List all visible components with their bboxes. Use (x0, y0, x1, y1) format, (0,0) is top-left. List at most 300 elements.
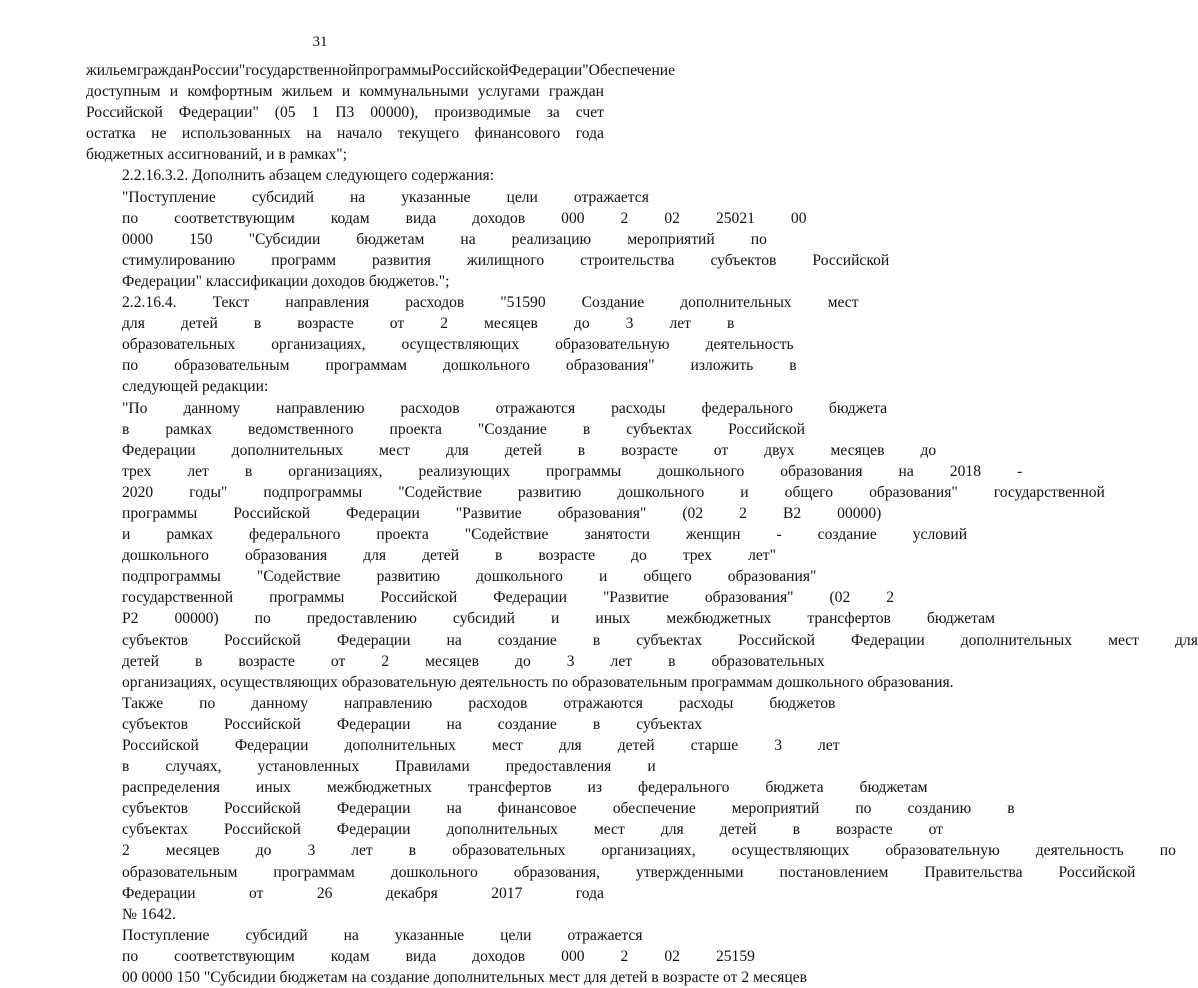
word: по (199, 694, 216, 712)
word: развитию (517, 483, 582, 501)
text-line (86, 503, 882, 524)
word: 2 (620, 947, 629, 965)
word: Российской (431, 62, 509, 79)
word: бюджета (765, 779, 824, 797)
word: рамках (165, 420, 213, 438)
word: 2 (739, 504, 747, 522)
text-line: следующей редакции: (122, 378, 269, 396)
word: в (122, 758, 130, 776)
word: организациях, (288, 462, 383, 480)
word: 2018 (949, 462, 981, 480)
word: Российской (1058, 863, 1136, 881)
word: программы (269, 589, 345, 607)
word: создание (817, 526, 877, 544)
word: федерального (249, 526, 341, 544)
text-line (86, 883, 604, 904)
text-line (86, 693, 836, 714)
word: в (408, 842, 417, 860)
word: 00 (790, 209, 807, 227)
word: в (495, 547, 503, 565)
word: трех (682, 547, 713, 565)
word: вида (405, 209, 437, 227)
word: граждан (548, 83, 604, 101)
word: рамках (166, 526, 214, 544)
word: государственной (122, 589, 234, 607)
word: образовательную (555, 336, 670, 354)
text-line (86, 440, 937, 461)
text-line: бюджетных ассигнований, и в рамках"; (86, 146, 347, 164)
word: для (660, 821, 684, 839)
word: 02 (664, 947, 680, 965)
word: дошкольного (390, 863, 478, 881)
word: Поступление (122, 926, 210, 944)
text-line (86, 60, 676, 81)
word: Российской (812, 251, 890, 269)
word: распределения (122, 779, 220, 797)
word: постановлением (779, 863, 889, 881)
word: граждан (136, 62, 192, 79)
word: отражаются (563, 694, 643, 712)
word: случаях, (165, 758, 222, 776)
word: Федерации (493, 589, 567, 607)
word: на (898, 462, 914, 480)
word: Федерации (234, 737, 309, 754)
word: и (647, 758, 656, 776)
word: на (446, 631, 462, 649)
word: трех (122, 462, 152, 480)
word: по (1159, 842, 1176, 860)
word: жильем (86, 62, 137, 79)
text-line (86, 398, 888, 419)
text-line (86, 630, 1198, 651)
text-line (86, 355, 797, 376)
word: расходов (468, 694, 528, 712)
word: счет (575, 104, 604, 122)
word: женщин (685, 526, 741, 544)
word: данному (183, 399, 241, 417)
word: "Поступление (122, 188, 216, 206)
word: на (446, 800, 462, 818)
text-line (86, 566, 817, 587)
word: России" (191, 62, 246, 79)
word: в (789, 357, 797, 375)
word: от (713, 441, 729, 459)
word: 000 (561, 947, 585, 965)
word: дополнительных (231, 441, 344, 459)
text-line (86, 102, 604, 123)
word: федерального (638, 779, 730, 797)
text-line (86, 123, 604, 144)
word: дошкольного (657, 462, 745, 480)
text-line (86, 862, 1136, 883)
word: соответствующим (174, 209, 295, 227)
word: образования" (565, 357, 655, 375)
word: Также (122, 694, 164, 712)
word: цели (500, 926, 532, 944)
word: детей (719, 821, 757, 839)
word: за (546, 104, 560, 122)
word: трансфертов (807, 610, 891, 628)
word: условий (912, 526, 968, 544)
word: расходов (405, 294, 465, 312)
word: дополнительных (960, 631, 1073, 649)
word: доходов (472, 209, 526, 227)
word: 26 (316, 884, 333, 902)
word: для (363, 547, 387, 565)
word: образования (780, 462, 863, 480)
word: двух (764, 441, 795, 459)
word: Федерации (346, 504, 420, 522)
word: бюджета (828, 399, 888, 417)
word: по (122, 357, 139, 375)
word: для (1175, 631, 1198, 649)
word: от (249, 884, 264, 902)
word: развитию (376, 568, 440, 586)
word: мест (491, 737, 523, 754)
word: Российской (223, 715, 301, 733)
word: программам (273, 863, 355, 881)
word: мест (593, 821, 625, 839)
word: Р2 (122, 610, 139, 628)
word: дошкольного (122, 547, 209, 565)
text-line (86, 840, 1176, 861)
word: года (575, 884, 604, 902)
word: Федерации" (178, 104, 259, 122)
word: образовательных (452, 842, 566, 860)
word: Российской (380, 589, 458, 607)
text-line: № 1642. (122, 905, 176, 923)
word: коммунальными (359, 83, 469, 101)
word: 150 (189, 230, 213, 248)
word: на (349, 188, 366, 206)
word: 2.2.16.4. (122, 294, 177, 312)
word: в (792, 821, 800, 839)
word: образовательную (885, 842, 1000, 860)
word: дополнительных (344, 737, 456, 754)
word: Создание (581, 294, 645, 312)
word: лет (669, 315, 691, 333)
word: детей (180, 315, 218, 333)
word: 2 (381, 652, 390, 670)
word: в (1007, 800, 1015, 818)
word: "51590 (500, 294, 546, 312)
word: программы (356, 62, 432, 79)
text-line (86, 819, 943, 840)
word: отражается (567, 926, 643, 944)
word: в (577, 441, 586, 459)
word: Федерации (122, 441, 196, 459)
word: 3 (307, 842, 316, 860)
word: на (446, 715, 462, 733)
word: "Содействие (464, 526, 549, 544)
word: Российской (223, 631, 301, 649)
word: дошкольного (617, 483, 705, 501)
word: указанные (394, 926, 465, 944)
word: строительства (580, 251, 675, 269)
word: бюджетов (769, 694, 836, 712)
word: лет (610, 652, 633, 670)
word: направлению (276, 399, 365, 417)
word: Российской (223, 821, 301, 839)
word: комфортным (187, 83, 273, 101)
word: обеспечение (612, 800, 696, 818)
word: 000 (561, 209, 585, 227)
word: в (582, 420, 591, 438)
word: деятельность (705, 336, 794, 354)
word: в (122, 420, 130, 438)
word: на (460, 230, 476, 248)
word: 2 (122, 842, 130, 860)
text-line (86, 229, 767, 250)
word: 2 (886, 589, 895, 607)
word: в (726, 315, 735, 333)
text-line (86, 651, 825, 672)
paragraph-item-2-2-16-3-2 (86, 165, 604, 186)
word: организациях, (601, 842, 696, 860)
word: жильем (281, 83, 333, 101)
word: иных (255, 779, 291, 797)
text-line: Федерации" классификации доходов бюджетов."; (122, 272, 450, 290)
word: от (330, 652, 346, 670)
word: 3 (774, 737, 783, 754)
word: на (306, 125, 322, 143)
word: субъектов (122, 800, 188, 818)
paragraph-item-2-2-16-4 (86, 292, 859, 397)
word: жилищного (466, 251, 545, 269)
word: утвержденными (635, 863, 744, 881)
word: годы" (189, 483, 228, 501)
text-line (86, 524, 968, 545)
word: декабря (385, 884, 438, 902)
word: "Развитие (455, 504, 522, 522)
word: на (343, 926, 359, 944)
word: дополнительных (446, 821, 558, 839)
text-line (86, 81, 604, 102)
word: и (551, 610, 560, 628)
word: месяцев (165, 842, 220, 860)
text-line (86, 925, 643, 946)
word: для (445, 441, 469, 459)
word: мест (1108, 631, 1139, 649)
word: в (244, 462, 253, 480)
word: образовательным (174, 357, 290, 375)
word: Текст (212, 294, 250, 312)
word: образовательных (711, 652, 825, 670)
word: соответствующим (174, 947, 295, 965)
word: деятельность (1035, 842, 1124, 860)
word: "Развитие (602, 589, 669, 607)
word: доходов (472, 947, 526, 965)
word: расходы (678, 694, 734, 712)
word: доступным (86, 83, 161, 101)
word: отражается (573, 188, 649, 206)
word: субъектах (636, 715, 703, 733)
text-line (86, 334, 794, 355)
word: старше (690, 737, 739, 754)
word: и (341, 83, 351, 101)
text-line (86, 545, 776, 566)
text-line (86, 250, 890, 271)
word: "Создание (477, 420, 547, 438)
word: субъектов (710, 251, 777, 269)
word: по (122, 947, 139, 965)
word: субъектов (122, 631, 188, 649)
word: "Обеспечение (582, 62, 676, 79)
word: субъектов (122, 715, 188, 733)
word: осуществляющих (401, 336, 520, 354)
word: образования" (557, 504, 647, 522)
word: - (776, 526, 782, 544)
word: межбюджетных (326, 779, 432, 797)
word: организациях, (271, 336, 366, 354)
text-line (86, 208, 807, 229)
word: "Субсидии (248, 230, 321, 248)
text-line (86, 756, 656, 777)
word: государственной (245, 62, 357, 79)
text-line (86, 714, 703, 735)
word: Правилами (395, 758, 470, 776)
word: П3 (335, 104, 355, 122)
word: детей (122, 652, 159, 670)
word: предоставлению (306, 610, 417, 628)
word: до (515, 652, 531, 670)
word: кодам (330, 209, 370, 227)
word: стимулированию (122, 251, 236, 269)
text-line: 2.2.16.3.2. Дополнить абзацем следующего содержания: (122, 167, 495, 185)
word: Федерации (851, 631, 925, 649)
word: иных (595, 610, 631, 628)
word: и (740, 483, 749, 501)
word: трансфертов (467, 779, 552, 797)
word: 3 (566, 652, 575, 670)
word: до (573, 315, 590, 333)
word: Российской (738, 631, 816, 649)
word: использованных (181, 125, 291, 143)
word: до (631, 547, 647, 565)
word: от (389, 315, 405, 333)
word: образовательных (122, 336, 236, 354)
word: по (122, 209, 139, 227)
word: 1 (311, 104, 320, 122)
word: программы (546, 462, 622, 480)
word: расходы (611, 399, 666, 417)
word: и (598, 568, 608, 586)
word: лет (351, 842, 373, 860)
word: 00000) (837, 504, 882, 522)
word: из (587, 779, 602, 797)
word: 3 (625, 315, 634, 333)
word: проекта (376, 526, 429, 544)
word: лет (187, 462, 209, 480)
word: направления (285, 294, 370, 312)
word: месяцев (830, 441, 885, 459)
word: программы (122, 504, 198, 522)
document-body (86, 60, 1198, 988)
word: общего (784, 483, 834, 501)
word: и (169, 83, 179, 101)
word: возрасте (297, 315, 354, 333)
paragraph-quote-subsidies-1 (86, 187, 890, 292)
word: по (254, 610, 271, 628)
word: возрасте (538, 547, 596, 565)
word: 02 (664, 209, 680, 227)
word: государственной (993, 483, 1105, 501)
word: Федерации (336, 715, 411, 733)
paragraph-quote-direction (86, 398, 1198, 693)
word: расходов (400, 399, 460, 417)
word: цели (506, 188, 538, 206)
word: детей (504, 441, 542, 459)
word: услугами (477, 83, 540, 101)
word: по (855, 800, 872, 818)
text-line (86, 608, 995, 629)
word: дошкольного (442, 357, 530, 375)
word: созданию (907, 800, 972, 818)
word: начало (337, 125, 383, 143)
text-line (86, 187, 649, 208)
word: Федерации (336, 631, 411, 649)
word: дополнительных (680, 294, 792, 312)
word: финансовое (497, 800, 577, 818)
word: 25021 (715, 209, 755, 227)
word: развития (372, 251, 431, 269)
word: вида (405, 947, 437, 965)
word: дошкольного (476, 568, 563, 586)
word: мероприятий (731, 800, 820, 818)
word: подпрограммы (263, 483, 363, 501)
word: подпрограммы (122, 568, 221, 586)
word: Российской (223, 800, 301, 818)
word: 25159 (715, 947, 755, 965)
word: "Содействие (398, 483, 482, 501)
word: остатка (86, 125, 136, 143)
paragraph-continuation (86, 60, 676, 165)
text-line (86, 735, 840, 756)
word: субсидий (452, 610, 515, 628)
word: возрасте (238, 652, 295, 670)
word: в (253, 315, 262, 333)
word: 2 (440, 315, 448, 333)
word: занятости (584, 526, 650, 544)
text-line (86, 482, 1105, 503)
word: лет (818, 737, 840, 754)
word: образования" (704, 589, 794, 607)
word: "По (122, 399, 148, 417)
word: 2017 (491, 884, 523, 902)
text-line (86, 292, 859, 313)
paragraph-subsidies-2 (86, 925, 807, 988)
word: (02 (829, 589, 851, 607)
word: лет" (748, 547, 776, 565)
text-line (86, 587, 895, 608)
text-line (86, 313, 735, 334)
word: Федерации (336, 821, 411, 839)
word: Российской (728, 420, 805, 438)
word: - (1016, 462, 1023, 480)
word: возрасте (835, 821, 893, 839)
word: 0000 (122, 230, 154, 248)
text-line (86, 461, 1023, 482)
text-line (86, 419, 805, 440)
word: 2020 (122, 483, 154, 501)
word: субъектах (122, 821, 188, 839)
word: межбюджетных (666, 610, 772, 628)
word: указанные (401, 188, 471, 206)
word: и (122, 526, 131, 544)
word: года (575, 125, 604, 143)
word: до (920, 441, 937, 459)
word: детей (617, 737, 655, 754)
